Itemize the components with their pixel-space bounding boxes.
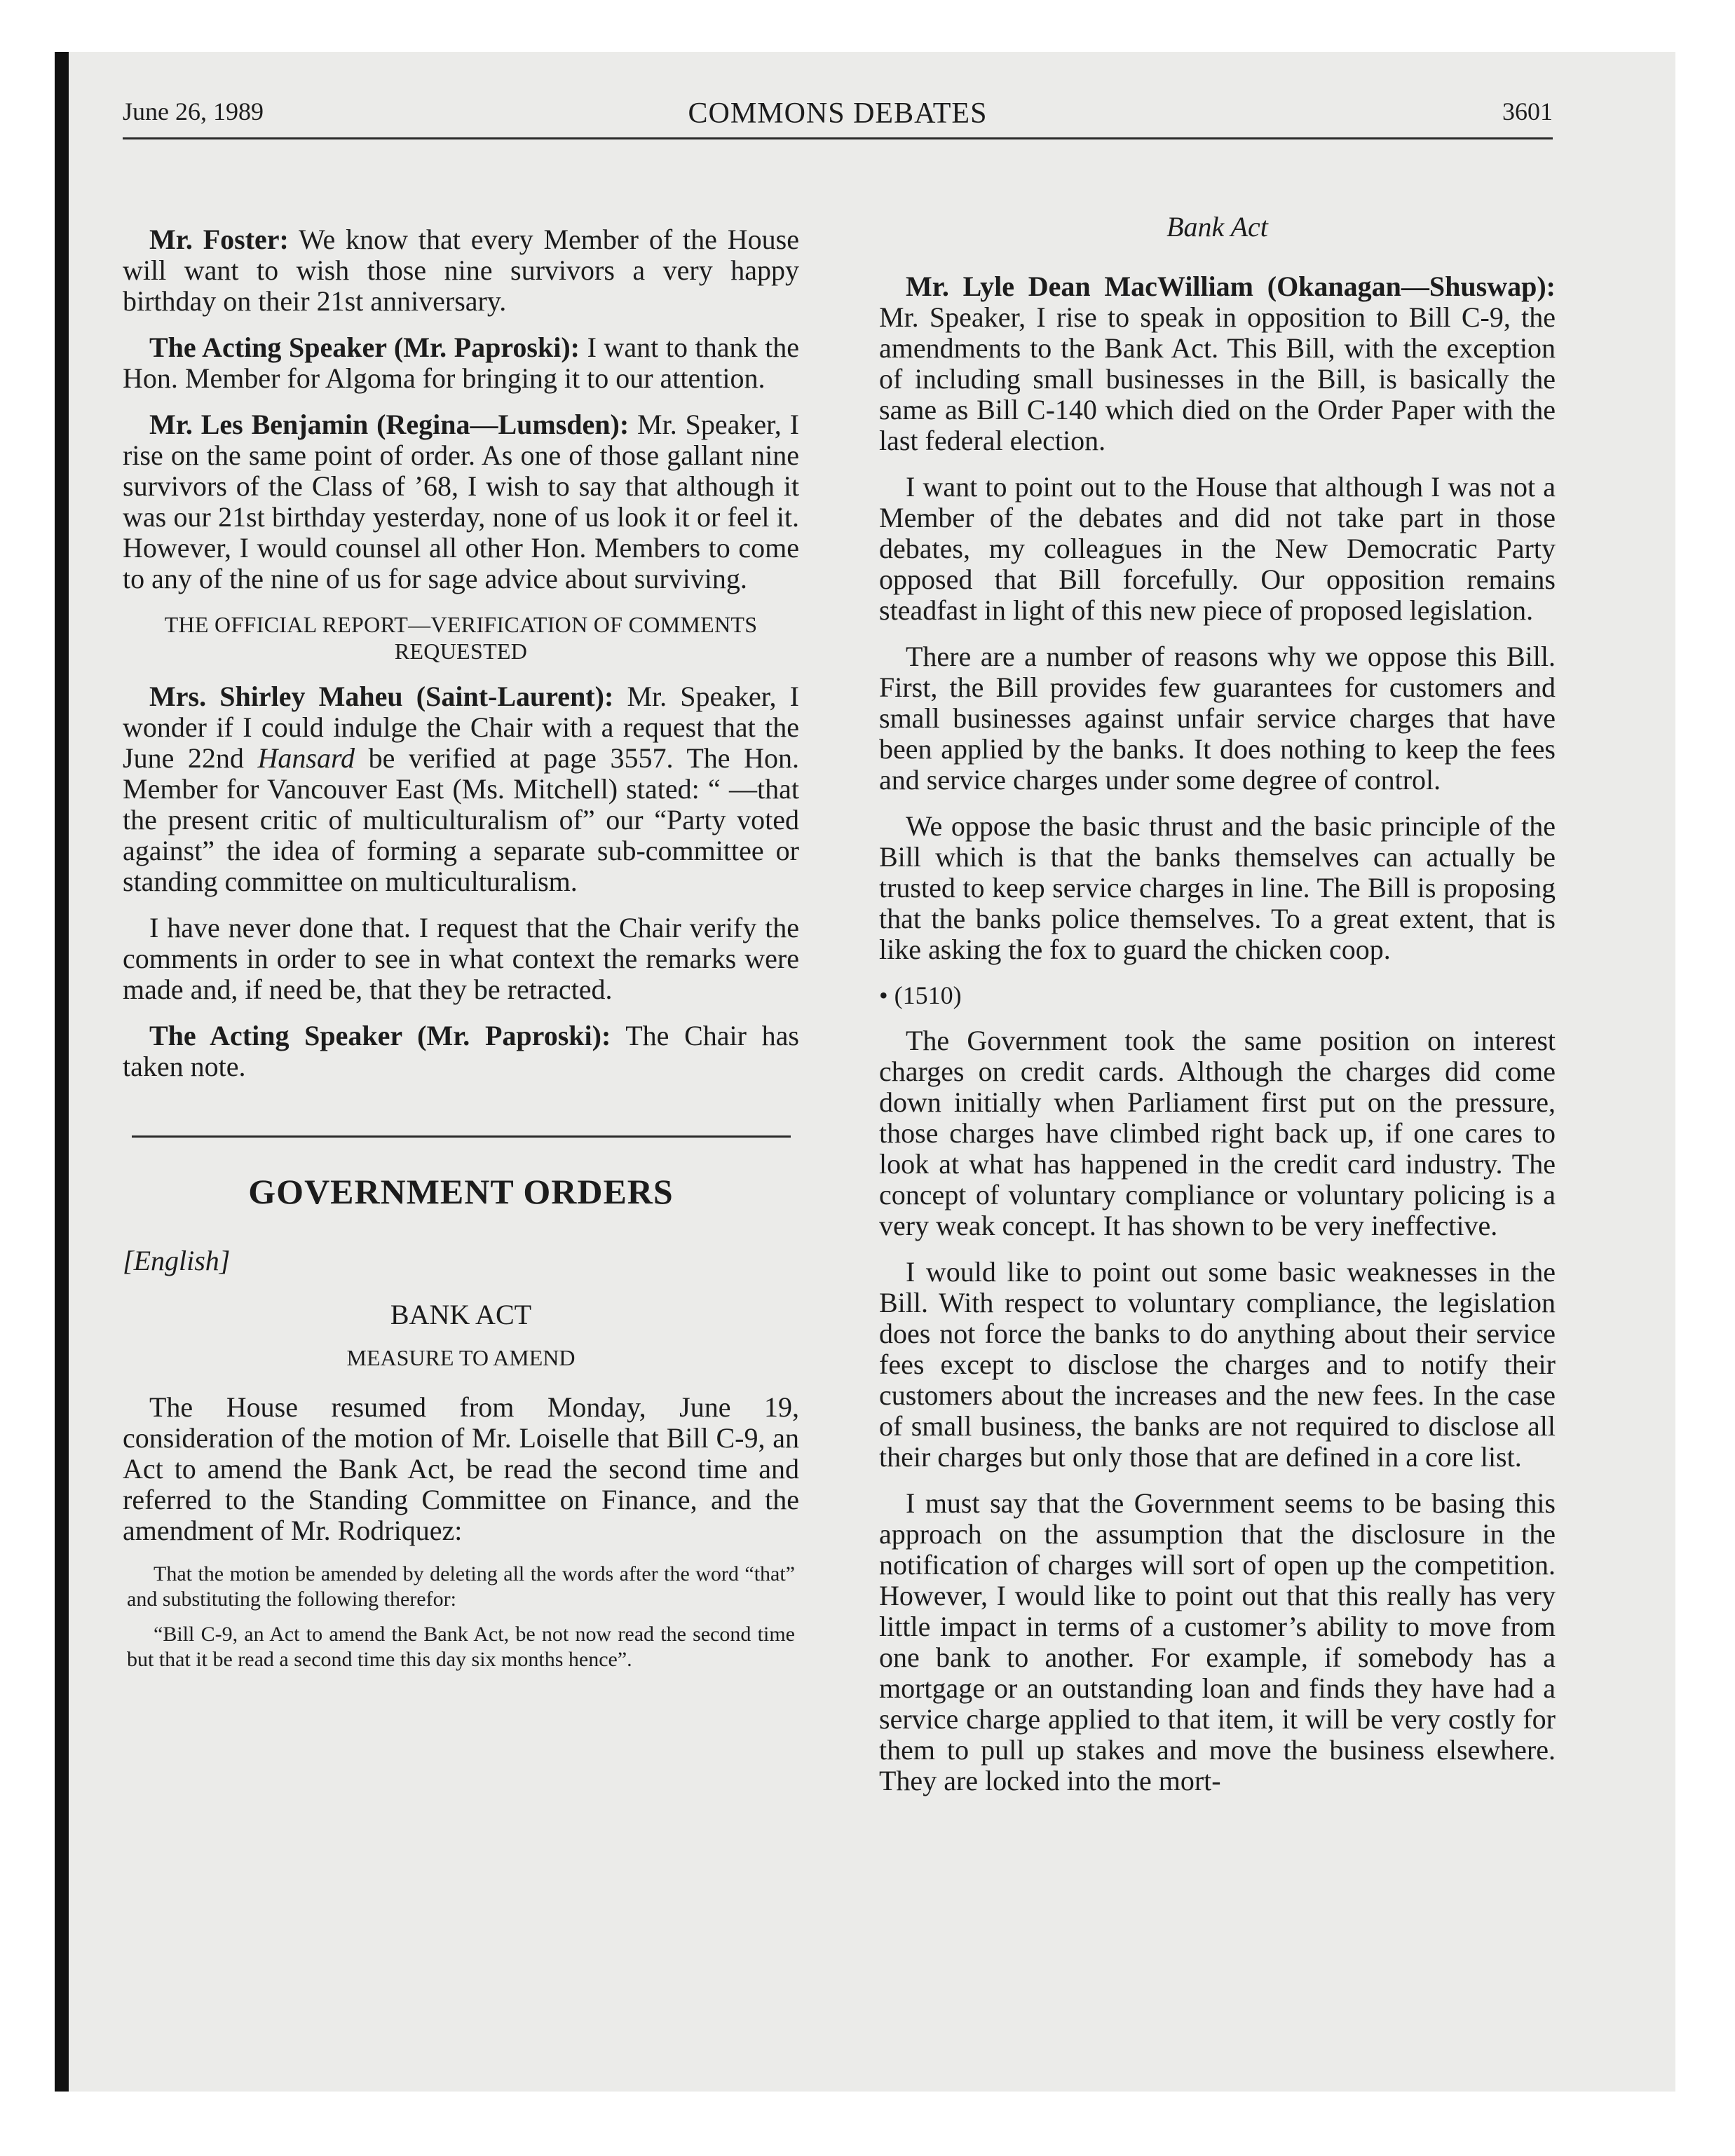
quoted-amendment: That the motion be amended by deleting all the words after the word “that” and substituting the following therefor: [127, 1562, 795, 1611]
paragraph: I must say that the Government seems to be basing this approach on the assumption that the disclosure in the notification of charges will sort of open up the competition. However, I would like to point out that this really has very little impact in terms of a customer’s ability to move from one bank to another. For example, if somebody has a mortgage or an outstanding loan and finds they have had a service charge applied to that item, it will be very costly for them to pull up stakes and move the business elsewhere. They are locked into the mort- [879, 1487, 1556, 1796]
bill-subtitle: MEASURE TO AMEND [346, 1345, 576, 1370]
paragraph [879, 271, 1556, 456]
page-binding-edge [55, 52, 69, 2092]
paragraph-text: Mr. Speaker, I rise on the same point of order. As one of those gallant nine survivors of the Class of ’68, I wish to say that although it was our 21st birthday yesterday, none of us look it or feel it. However, I would counsel all other Hon. Members to come to any of the nine of us for sage advice about surviving. [123, 409, 799, 594]
section-divider [132, 1135, 791, 1138]
paragraph-text: Mr. Speaker, I wonder if I could indulge the Chair with a request that the June 22nd [123, 681, 799, 774]
speaker-name: Mr. Lyle Dean MacWilliam (Okanagan—Shuswap): [906, 271, 1556, 302]
paragraph: I want to point out to the House that although I was not a Member of the debates and did not take part in those debates, my colleagues in the New Democratic Party opposed that Bill forcefully. Our opposition remains steadfast in light of this new piece of proposed legislation. [879, 471, 1556, 626]
paragraph-text: be verified at page 3557. The Hon. Member for Vancouver East (Ms. Mitchell) stated: “ —that the present critic of multiculturalism of” our “Party voted against” the idea of forming a separate sub-committee or standing committee on multiculturalism. [123, 742, 799, 897]
paragraph-text: Mr. Speaker, I rise to speak in opposition to Bill C-9, the amendments to the Bank Act. This Bill, with the exception of including small businesses in the Bill, is basically the same as Bill C-140 which died on the Order Paper with the last federal election. [879, 301, 1556, 456]
paragraph [123, 681, 799, 897]
paragraph: We oppose the basic thrust and the basic principle of the Bill which is that the banks themselves can actually be trusted to keep service charges in line. The Bill is proposing that the banks police themselves. To a great extent, that is like asking the fox to guard the chicken coop. [879, 810, 1556, 965]
running-head: Bank Act [1166, 211, 1268, 243]
header-publication: COMMONS DEBATES [688, 97, 988, 130]
paragraph-text: The Chair has taken note. [123, 1020, 799, 1082]
time-marker: • (1510) [879, 981, 962, 1009]
paragraph [123, 1021, 799, 1082]
speaker-name: The Acting Speaker (Mr. Paproski): [149, 1020, 611, 1051]
speaker-name: Mrs. Shirley Maheu (Saint-Laurent): [149, 681, 614, 712]
subheading-official-report: THE OFFICIAL REPORT—VERIFICATION OF COMMENTS REQUESTED [164, 612, 758, 664]
paragraph: The Government took the same position on interest charges on credit cards. Although the charges did come down initially when Parliament first put on the pressure, those charges have climbed right back up, if one cares to look at what has happened in the credit card industry. The concept of voluntary compliance or voluntary policing is a very weak concept. It has shown to be very ineffective. [879, 1025, 1556, 1241]
paragraph-text: I want to thank the Hon. Member for Algoma for bringing it to our attention. [123, 332, 799, 394]
speaker-name: Mr. Foster: [149, 224, 289, 255]
paragraph: I have never done that. I request that the Chair verify the comments in order to see in what context the remarks were made and, if need be, that they be retracted. [123, 912, 799, 1005]
paragraph: The House resumed from Monday, June 19, consideration of the motion of Mr. Loiselle that Bill C-9, an Act to amend the Bank Act, be read the second time and referred to the Standing Committee on Finance, and the amendment of Mr. Rodriquez: [123, 1391, 799, 1546]
italic-text: Hansard [257, 742, 355, 774]
paragraph [123, 409, 799, 594]
speaker-name: Mr. Les Benjamin (Regina—Lumsden): [149, 409, 630, 440]
right-column [879, 210, 1556, 1812]
section-title: GOVERNMENT ORDERS [248, 1172, 674, 1211]
bill-title: BANK ACT [390, 1299, 532, 1330]
paragraph: I would like to point out some basic weaknesses in the Bill. With respect to voluntary compliance, the legislation does not force the banks to do anything about their service fees except to disclose the charges and to notify their customers about the increases and the new fees. In the case of small business, the banks are not required to disclose all their charges but only those that are defined in a core list. [879, 1256, 1556, 1473]
quoted-amendment: “Bill C-9, an Act to amend the Bank Act, be not now read the second time but that it be read a second time this day six months hence”. [127, 1623, 795, 1671]
paragraph [123, 332, 799, 394]
paragraph [123, 224, 799, 317]
paragraph: There are a number of reasons why we oppose this Bill. First, the Bill provides few guarantees for customers and small businesses against unfair service charges that have been applied by the banks. It does nothing to keep the fees and service charges under some degree of control. [879, 641, 1556, 796]
header-page-number: 3601 [1502, 97, 1553, 125]
speaker-name: The Acting Speaker (Mr. Paproski): [149, 332, 580, 363]
left-column [123, 224, 799, 1682]
page-header [123, 90, 1553, 139]
paragraph-text: We know that every Member of the House will want to wish those nine survivors a very happy birthday on their 21st anniversary. [123, 224, 799, 317]
language-tag: [English] [123, 1245, 231, 1276]
header-date: June 26, 1989 [123, 97, 264, 125]
